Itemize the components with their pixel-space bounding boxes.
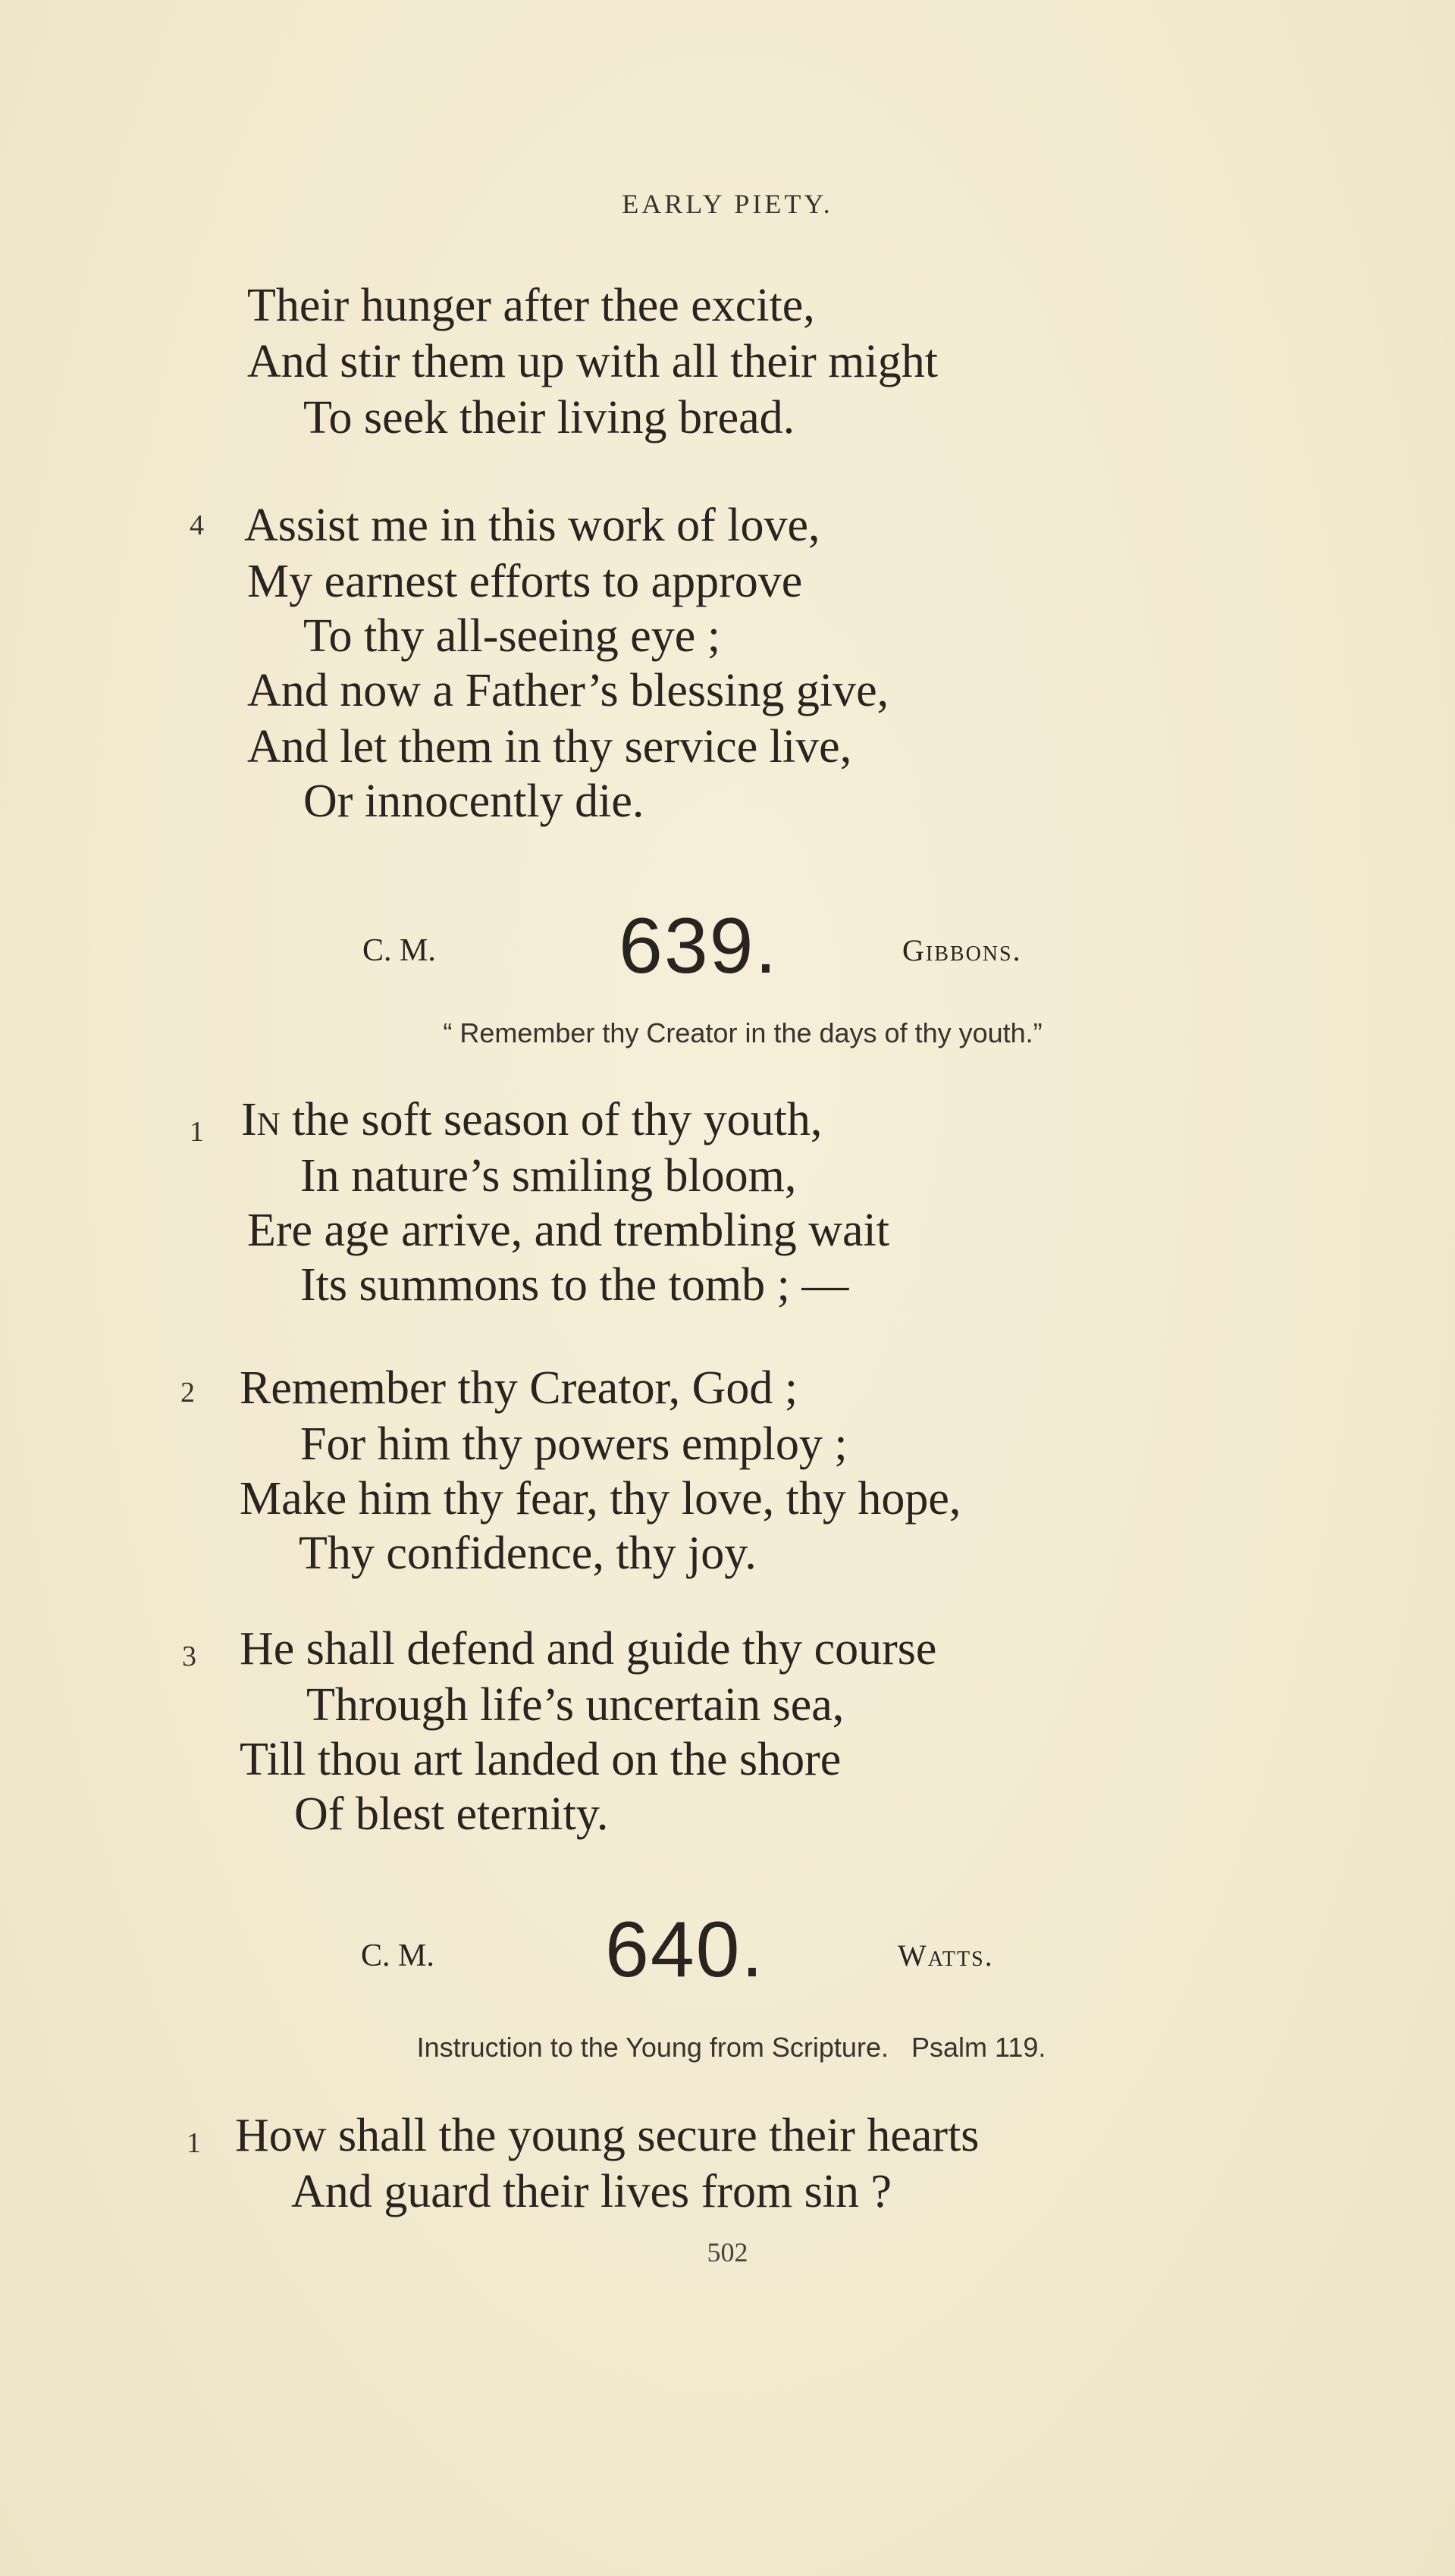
verse-line: Till thou art landed on the shore — [240, 1734, 842, 1785]
verse-number: 4 — [190, 509, 204, 541]
verse-number: 3 — [182, 1641, 196, 1672]
verse-line: In nature’s smiling bloom, — [300, 1150, 797, 1202]
hymn-heading-640 — [0, 1906, 1455, 1994]
verse-line: My earnest efforts to approve — [247, 556, 803, 607]
running-head: EARLY PIETY. — [622, 189, 833, 219]
hymn-number: 639. — [619, 902, 779, 990]
first-word: In — [241, 1094, 281, 1145]
verse-line: To thy all-seeing eye ; — [303, 610, 721, 662]
verse-number: 1 — [187, 2127, 201, 2159]
hymn-heading-639 — [0, 902, 1455, 990]
verse-line: To seek their living bread. — [303, 392, 795, 443]
verse-line — [241, 1096, 822, 1143]
first-line-rest: the soft season of thy youth, — [280, 1094, 823, 1145]
hymn-meter: C. M. — [362, 933, 436, 968]
verse-line: Its summons to the tomb ; — — [300, 1259, 849, 1311]
verse-line: For him thy powers employ ; — [300, 1418, 848, 1470]
verse-line: And stir them up with all their might — [247, 336, 938, 387]
verse-line: Through life’s uncertain sea, — [306, 1679, 845, 1731]
verse-number: 1 — [190, 1116, 204, 1148]
verse-number: 2 — [180, 1377, 195, 1409]
verse-line: And now a Father’s blessing give, — [247, 665, 889, 716]
verse-line: And guard their lives from sin ? — [291, 2166, 892, 2217]
page-number: 502 — [707, 2237, 748, 2267]
verse-line: Of blest eternity. — [294, 1788, 609, 1840]
verse-line: And let them in thy service live, — [247, 721, 852, 772]
hymn-epigraph: “ Remember thy Creator in the days of thy youth.” — [443, 1017, 1043, 1048]
hymn-author: Gibbons. — [902, 933, 1022, 967]
verse-line: Ere age arrive, and trembling wait — [247, 1205, 889, 1256]
verse-line: Or innocently die. — [303, 776, 644, 827]
hymn-epigraph: Instruction to the Young from Scripture. Psalm 119. — [416, 2032, 1046, 2063]
hymn-author: Watts. — [898, 1938, 994, 1973]
verse-line: Assist me in this work of love, — [244, 500, 820, 551]
verse-line: Their hunger after thee excite, — [247, 280, 815, 331]
verse-line: Thy confidence, thy joy. — [299, 1528, 757, 1579]
verse-line: He shall defend and guide thy course — [240, 1623, 937, 1675]
verse-line: Make him thy fear, thy love, thy hope, — [240, 1473, 961, 1525]
hymn-meter: C. M. — [361, 1938, 434, 1973]
hymn-number: 640. — [605, 1906, 765, 1994]
verse-line: How shall the young secure their hearts — [235, 2110, 980, 2161]
verse-line: Remember thy Creator, God ; — [240, 1362, 798, 1414]
